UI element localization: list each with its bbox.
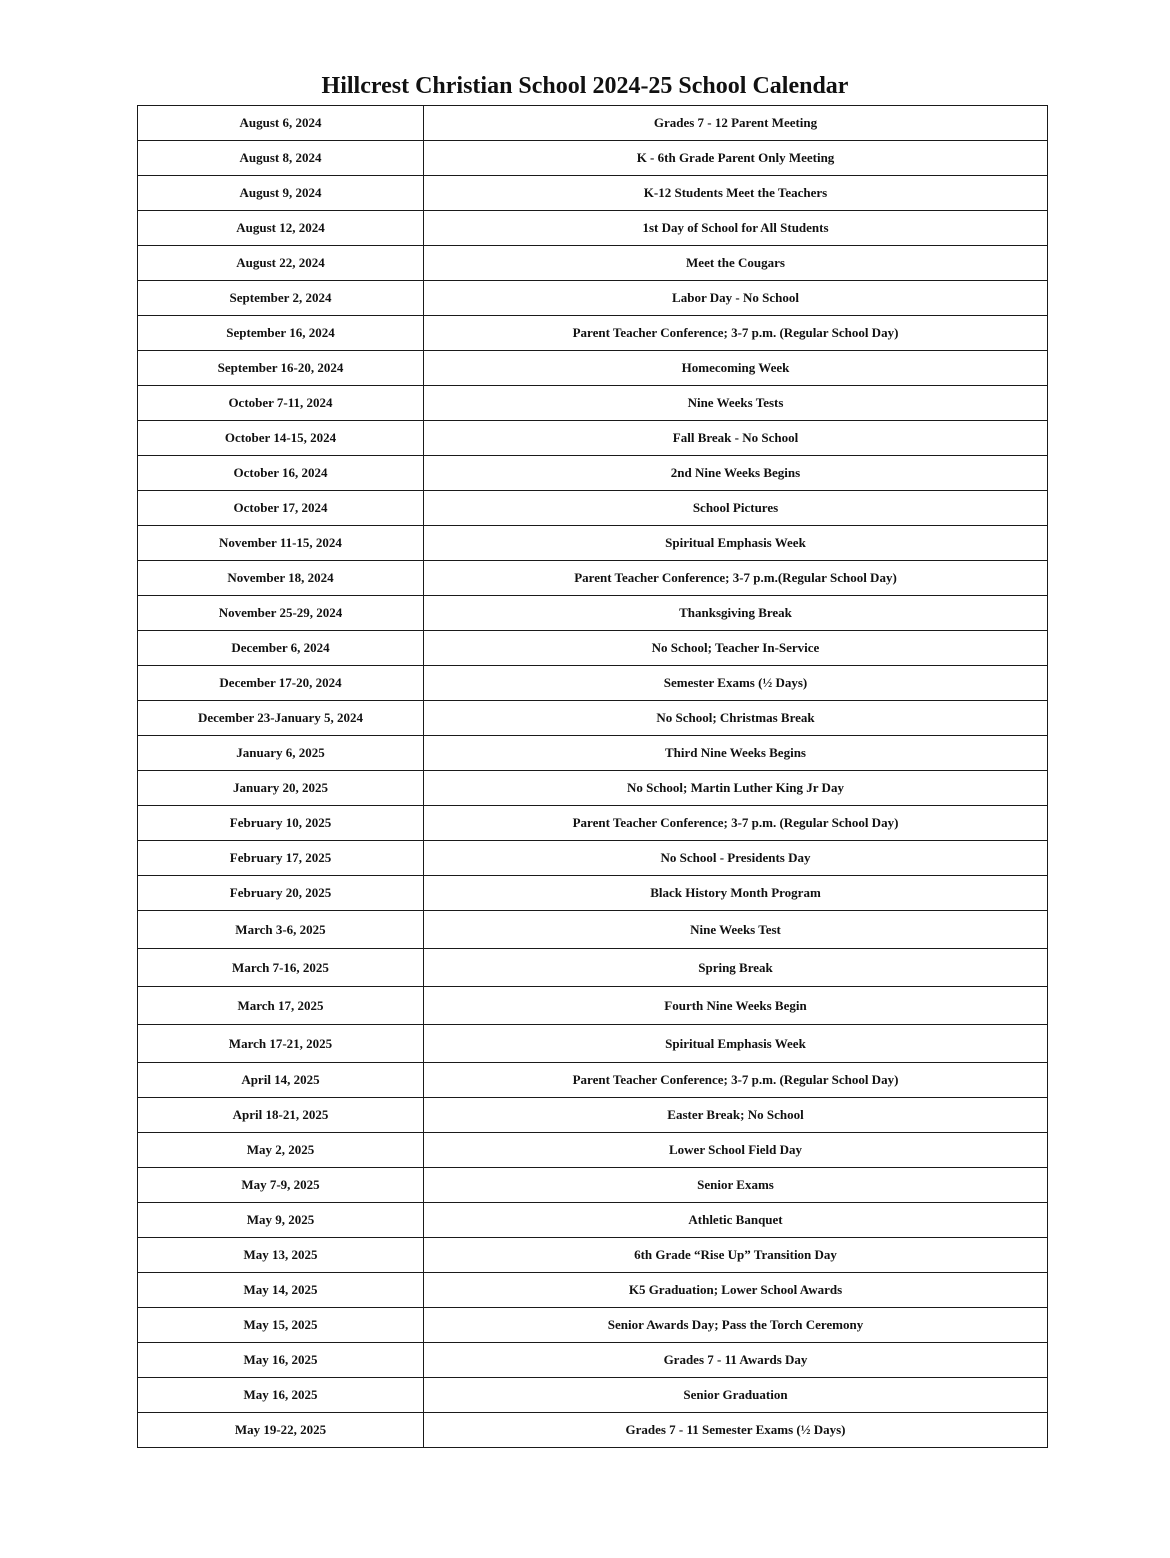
date-cell: September 2, 2024 xyxy=(138,281,424,316)
event-cell: Meet the Cougars xyxy=(424,246,1048,281)
event-cell: Grades 7 - 11 Awards Day xyxy=(424,1343,1048,1378)
calendar-table xyxy=(137,105,1048,1448)
date-cell: May 15, 2025 xyxy=(138,1308,424,1343)
event-cell: Parent Teacher Conference; 3-7 p.m.(Regular School Day) xyxy=(424,561,1048,596)
date-cell: May 16, 2025 xyxy=(138,1343,424,1378)
table-row xyxy=(138,491,1048,526)
table-row xyxy=(138,1378,1048,1413)
table-row xyxy=(138,1343,1048,1378)
event-cell: Parent Teacher Conference; 3-7 p.m. (Regular School Day) xyxy=(424,806,1048,841)
date-cell: February 10, 2025 xyxy=(138,806,424,841)
event-cell: Senior Awards Day; Pass the Torch Ceremony xyxy=(424,1308,1048,1343)
date-cell: January 6, 2025 xyxy=(138,736,424,771)
date-cell: May 13, 2025 xyxy=(138,1238,424,1273)
date-cell: May 19-22, 2025 xyxy=(138,1413,424,1448)
date-cell: December 23-January 5, 2024 xyxy=(138,701,424,736)
date-cell: March 3-6, 2025 xyxy=(138,911,424,949)
date-cell: December 17-20, 2024 xyxy=(138,666,424,701)
date-cell: November 25-29, 2024 xyxy=(138,596,424,631)
table-row xyxy=(138,561,1048,596)
date-cell: August 9, 2024 xyxy=(138,176,424,211)
date-cell: April 18-21, 2025 xyxy=(138,1098,424,1133)
table-row xyxy=(138,1025,1048,1063)
event-cell: Fourth Nine Weeks Begin xyxy=(424,987,1048,1025)
table-row xyxy=(138,911,1048,949)
date-cell: August 22, 2024 xyxy=(138,246,424,281)
date-cell: May 16, 2025 xyxy=(138,1378,424,1413)
event-cell: Fall Break - No School xyxy=(424,421,1048,456)
table-row xyxy=(138,176,1048,211)
table-row xyxy=(138,736,1048,771)
date-cell: September 16-20, 2024 xyxy=(138,351,424,386)
table-row xyxy=(138,106,1048,141)
event-cell: Parent Teacher Conference; 3-7 p.m. (Regular School Day) xyxy=(424,316,1048,351)
event-cell: Parent Teacher Conference; 3-7 p.m. (Regular School Day) xyxy=(424,1063,1048,1098)
event-cell: Semester Exams (½ Days) xyxy=(424,666,1048,701)
calendar-body xyxy=(138,106,1048,1448)
date-cell: May 2, 2025 xyxy=(138,1133,424,1168)
event-cell: School Pictures xyxy=(424,491,1048,526)
table-row xyxy=(138,351,1048,386)
date-cell: October 17, 2024 xyxy=(138,491,424,526)
date-cell: May 7-9, 2025 xyxy=(138,1168,424,1203)
event-cell: Spiritual Emphasis Week xyxy=(424,1025,1048,1063)
event-cell: No School - Presidents Day xyxy=(424,841,1048,876)
event-cell: No School; Teacher In-Service xyxy=(424,631,1048,666)
event-cell: K - 6th Grade Parent Only Meeting xyxy=(424,141,1048,176)
event-cell: No School; Martin Luther King Jr Day xyxy=(424,771,1048,806)
table-row xyxy=(138,1308,1048,1343)
event-cell: Senior Graduation xyxy=(424,1378,1048,1413)
table-row xyxy=(138,211,1048,246)
table-row xyxy=(138,421,1048,456)
date-cell: March 17, 2025 xyxy=(138,987,424,1025)
event-cell: K5 Graduation; Lower School Awards xyxy=(424,1273,1048,1308)
date-cell: May 14, 2025 xyxy=(138,1273,424,1308)
table-row xyxy=(138,526,1048,561)
table-row xyxy=(138,876,1048,911)
event-cell: Thanksgiving Break xyxy=(424,596,1048,631)
event-cell: Grades 7 - 12 Parent Meeting xyxy=(424,106,1048,141)
table-row xyxy=(138,456,1048,491)
table-row xyxy=(138,1063,1048,1098)
table-row xyxy=(138,1203,1048,1238)
date-cell: February 17, 2025 xyxy=(138,841,424,876)
page-title: Hillcrest Christian School 2024-25 School Calendar xyxy=(321,73,849,99)
event-cell: 6th Grade “Rise Up” Transition Day xyxy=(424,1238,1048,1273)
table-row xyxy=(138,949,1048,987)
table-row xyxy=(138,1098,1048,1133)
table-row xyxy=(138,246,1048,281)
event-cell: Lower School Field Day xyxy=(424,1133,1048,1168)
event-cell: Nine Weeks Test xyxy=(424,911,1048,949)
date-cell: October 7-11, 2024 xyxy=(138,386,424,421)
date-cell: August 8, 2024 xyxy=(138,141,424,176)
date-cell: February 20, 2025 xyxy=(138,876,424,911)
date-cell: April 14, 2025 xyxy=(138,1063,424,1098)
date-cell: October 14-15, 2024 xyxy=(138,421,424,456)
date-cell: May 9, 2025 xyxy=(138,1203,424,1238)
date-cell: September 16, 2024 xyxy=(138,316,424,351)
date-cell: March 17-21, 2025 xyxy=(138,1025,424,1063)
table-row xyxy=(138,771,1048,806)
table-row xyxy=(138,987,1048,1025)
event-cell: Third Nine Weeks Begins xyxy=(424,736,1048,771)
table-row xyxy=(138,701,1048,736)
event-cell: Senior Exams xyxy=(424,1168,1048,1203)
table-row xyxy=(138,281,1048,316)
table-row xyxy=(138,1413,1048,1448)
date-cell: November 18, 2024 xyxy=(138,561,424,596)
event-cell: No School; Christmas Break xyxy=(424,701,1048,736)
date-cell: August 6, 2024 xyxy=(138,106,424,141)
table-row xyxy=(138,1273,1048,1308)
event-cell: 1st Day of School for All Students xyxy=(424,211,1048,246)
table-row xyxy=(138,806,1048,841)
date-cell: December 6, 2024 xyxy=(138,631,424,666)
table-row xyxy=(138,1238,1048,1273)
event-cell: Spiritual Emphasis Week xyxy=(424,526,1048,561)
date-cell: November 11-15, 2024 xyxy=(138,526,424,561)
table-row xyxy=(138,1133,1048,1168)
event-cell: Easter Break; No School xyxy=(424,1098,1048,1133)
table-row xyxy=(138,316,1048,351)
table-row xyxy=(138,666,1048,701)
event-cell: Athletic Banquet xyxy=(424,1203,1048,1238)
event-cell: Labor Day - No School xyxy=(424,281,1048,316)
table-row xyxy=(138,631,1048,666)
date-cell: October 16, 2024 xyxy=(138,456,424,491)
date-cell: March 7-16, 2025 xyxy=(138,949,424,987)
table-row xyxy=(138,1168,1048,1203)
date-cell: August 12, 2024 xyxy=(138,211,424,246)
event-cell: Grades 7 - 11 Semester Exams (½ Days) xyxy=(424,1413,1048,1448)
event-cell: K-12 Students Meet the Teachers xyxy=(424,176,1048,211)
event-cell: Spring Break xyxy=(424,949,1048,987)
date-cell: January 20, 2025 xyxy=(138,771,424,806)
table-row xyxy=(138,841,1048,876)
table-row xyxy=(138,596,1048,631)
event-cell: 2nd Nine Weeks Begins xyxy=(424,456,1048,491)
event-cell: Black History Month Program xyxy=(424,876,1048,911)
table-row xyxy=(138,386,1048,421)
table-row xyxy=(138,141,1048,176)
event-cell: Nine Weeks Tests xyxy=(424,386,1048,421)
event-cell: Homecoming Week xyxy=(424,351,1048,386)
